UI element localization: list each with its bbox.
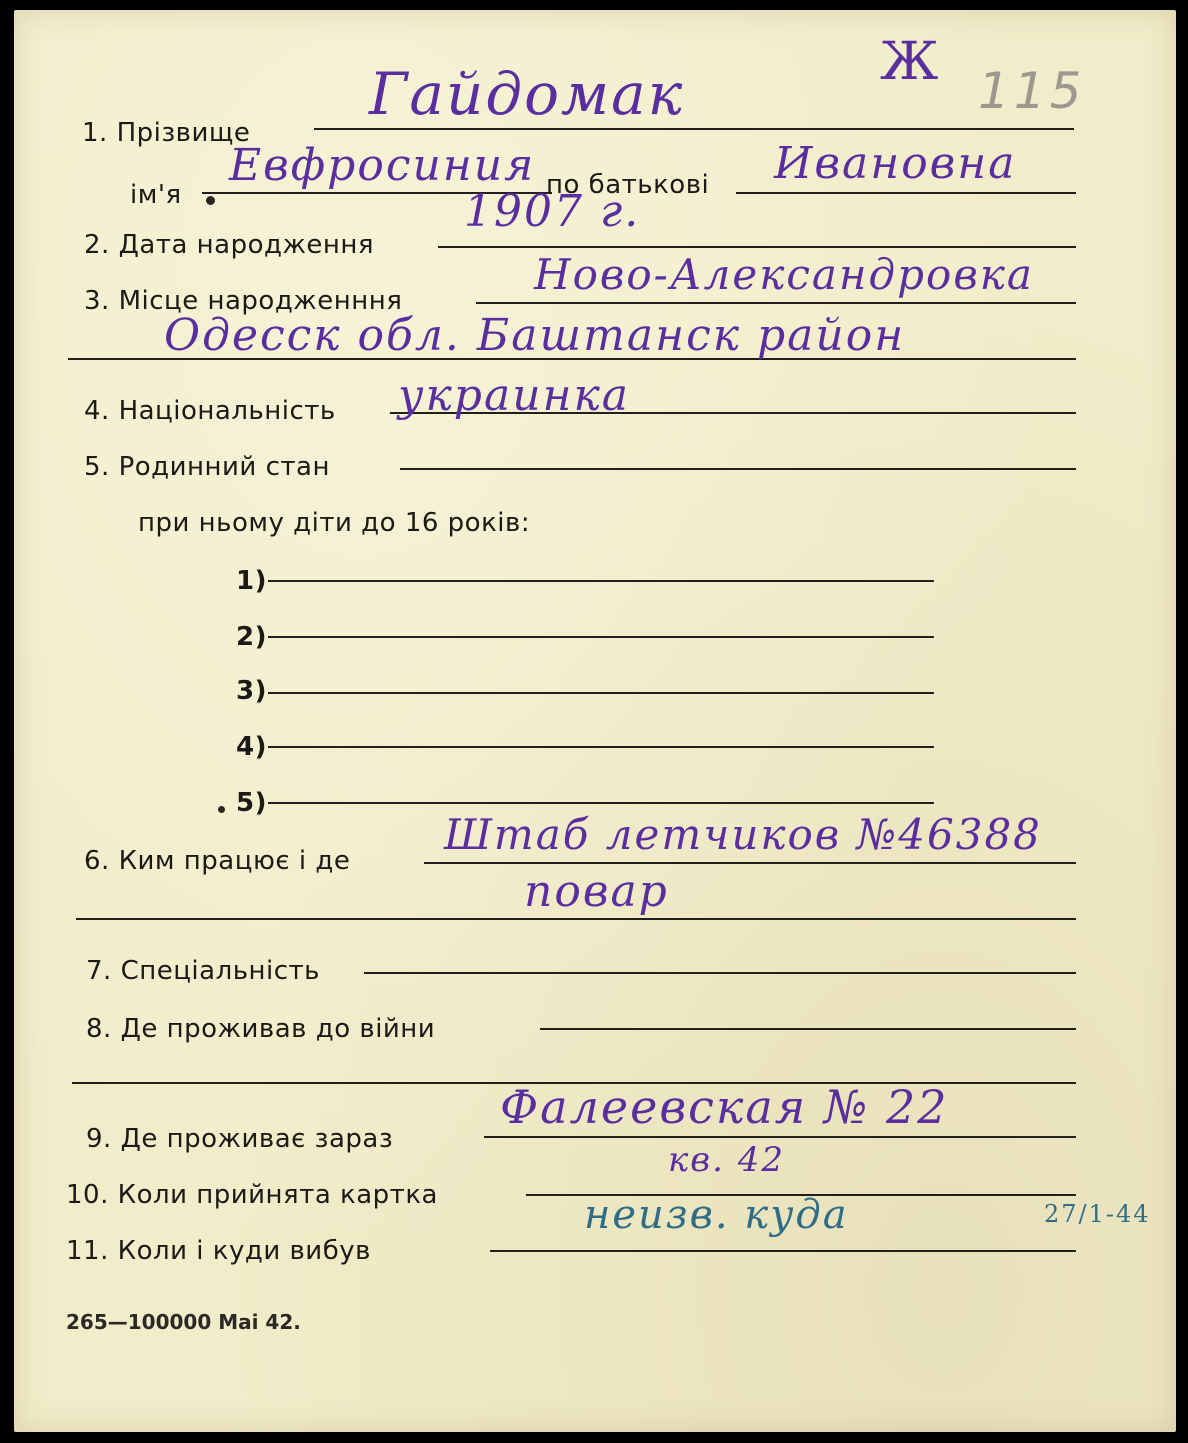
child-5-line bbox=[268, 802, 934, 804]
child-2-line bbox=[268, 636, 934, 638]
field-birthplace-label: 3. Місце народженння bbox=[84, 286, 403, 316]
field-work-line-1 bbox=[424, 862, 1076, 864]
child-3-line bbox=[268, 692, 934, 694]
field-birthplace-line-1 bbox=[476, 302, 1076, 304]
field-work-label: 6. Ким працює і де bbox=[84, 846, 351, 876]
work-value-1[interactable]: Штаб летчиков №46388 bbox=[444, 810, 1042, 859]
child-1-label: 1) bbox=[236, 566, 267, 596]
field-prewar-label: 8. Де проживав до війни bbox=[86, 1014, 436, 1044]
birthplace-value-2[interactable]: Одесск обл. Баштанск район bbox=[164, 310, 906, 361]
field-work-line-2 bbox=[76, 918, 1076, 920]
registration-card bbox=[14, 10, 1176, 1432]
field-marital-line bbox=[400, 468, 1076, 470]
current-address-value-2[interactable]: кв. 42 bbox=[668, 1140, 785, 1180]
punch-hole bbox=[218, 806, 225, 813]
current-address-value-1[interactable]: Фалеевская № 22 bbox=[500, 1080, 949, 1134]
work-value-2[interactable]: повар bbox=[524, 866, 669, 917]
field-speciality-label: 7. Спеціальність bbox=[86, 956, 321, 986]
departure-date-value[interactable]: 27/1-44 bbox=[1044, 1200, 1151, 1228]
field-children-label: при ньому діти до 16 років: bbox=[138, 508, 531, 538]
field-birthdate-label: 2. Дата народження bbox=[84, 230, 375, 260]
field-name-label: ім'я bbox=[130, 180, 182, 210]
field-marital-label: 5. Родинний стан bbox=[84, 452, 330, 482]
departure-note-value[interactable]: неизв. куда bbox=[584, 1192, 849, 1238]
field-current-label: 9. Де проживає зараз bbox=[86, 1124, 394, 1154]
patronymic-value[interactable]: Ивановна bbox=[774, 138, 1017, 189]
field-patronymic-line bbox=[736, 192, 1076, 194]
field-departure-label: 11. Коли і куди вибув bbox=[66, 1236, 371, 1266]
field-departure-line bbox=[490, 1250, 1076, 1252]
field-speciality-line bbox=[364, 972, 1076, 974]
surname-value[interactable]: Гайдомак bbox=[369, 60, 685, 128]
field-prewar-line-1 bbox=[540, 1028, 1076, 1030]
field-surname-label: 1. Прізвище bbox=[82, 118, 251, 148]
child-4-label: 4) bbox=[236, 732, 267, 762]
child-5-label: 5) bbox=[236, 788, 267, 818]
child-2-label: 2) bbox=[236, 622, 267, 652]
printer-imprint: 265—100000 Mai 42. bbox=[66, 1310, 301, 1334]
child-4-line bbox=[268, 746, 934, 748]
field-current-line bbox=[484, 1136, 1076, 1138]
corner-number: 115 bbox=[978, 62, 1086, 120]
field-nationality-label: 4. Національність bbox=[84, 396, 336, 426]
punch-hole bbox=[206, 196, 215, 205]
birthdate-value[interactable]: 1907 г. bbox=[464, 186, 641, 237]
field-birthdate-line bbox=[438, 246, 1076, 248]
field-accepted-label: 10. Коли прийнята картка bbox=[66, 1180, 438, 1210]
nationality-value[interactable]: украинка bbox=[398, 370, 631, 421]
corner-letter: Ж bbox=[880, 32, 941, 92]
birthplace-value-1[interactable]: Ново-Александровка bbox=[534, 250, 1034, 299]
child-3-label: 3) bbox=[236, 676, 267, 706]
field-patronymic-label: по батькові bbox=[546, 170, 710, 200]
field-surname-line bbox=[314, 128, 1074, 130]
first-name-value[interactable]: Евфросиния bbox=[229, 140, 536, 191]
child-1-line bbox=[268, 580, 934, 582]
